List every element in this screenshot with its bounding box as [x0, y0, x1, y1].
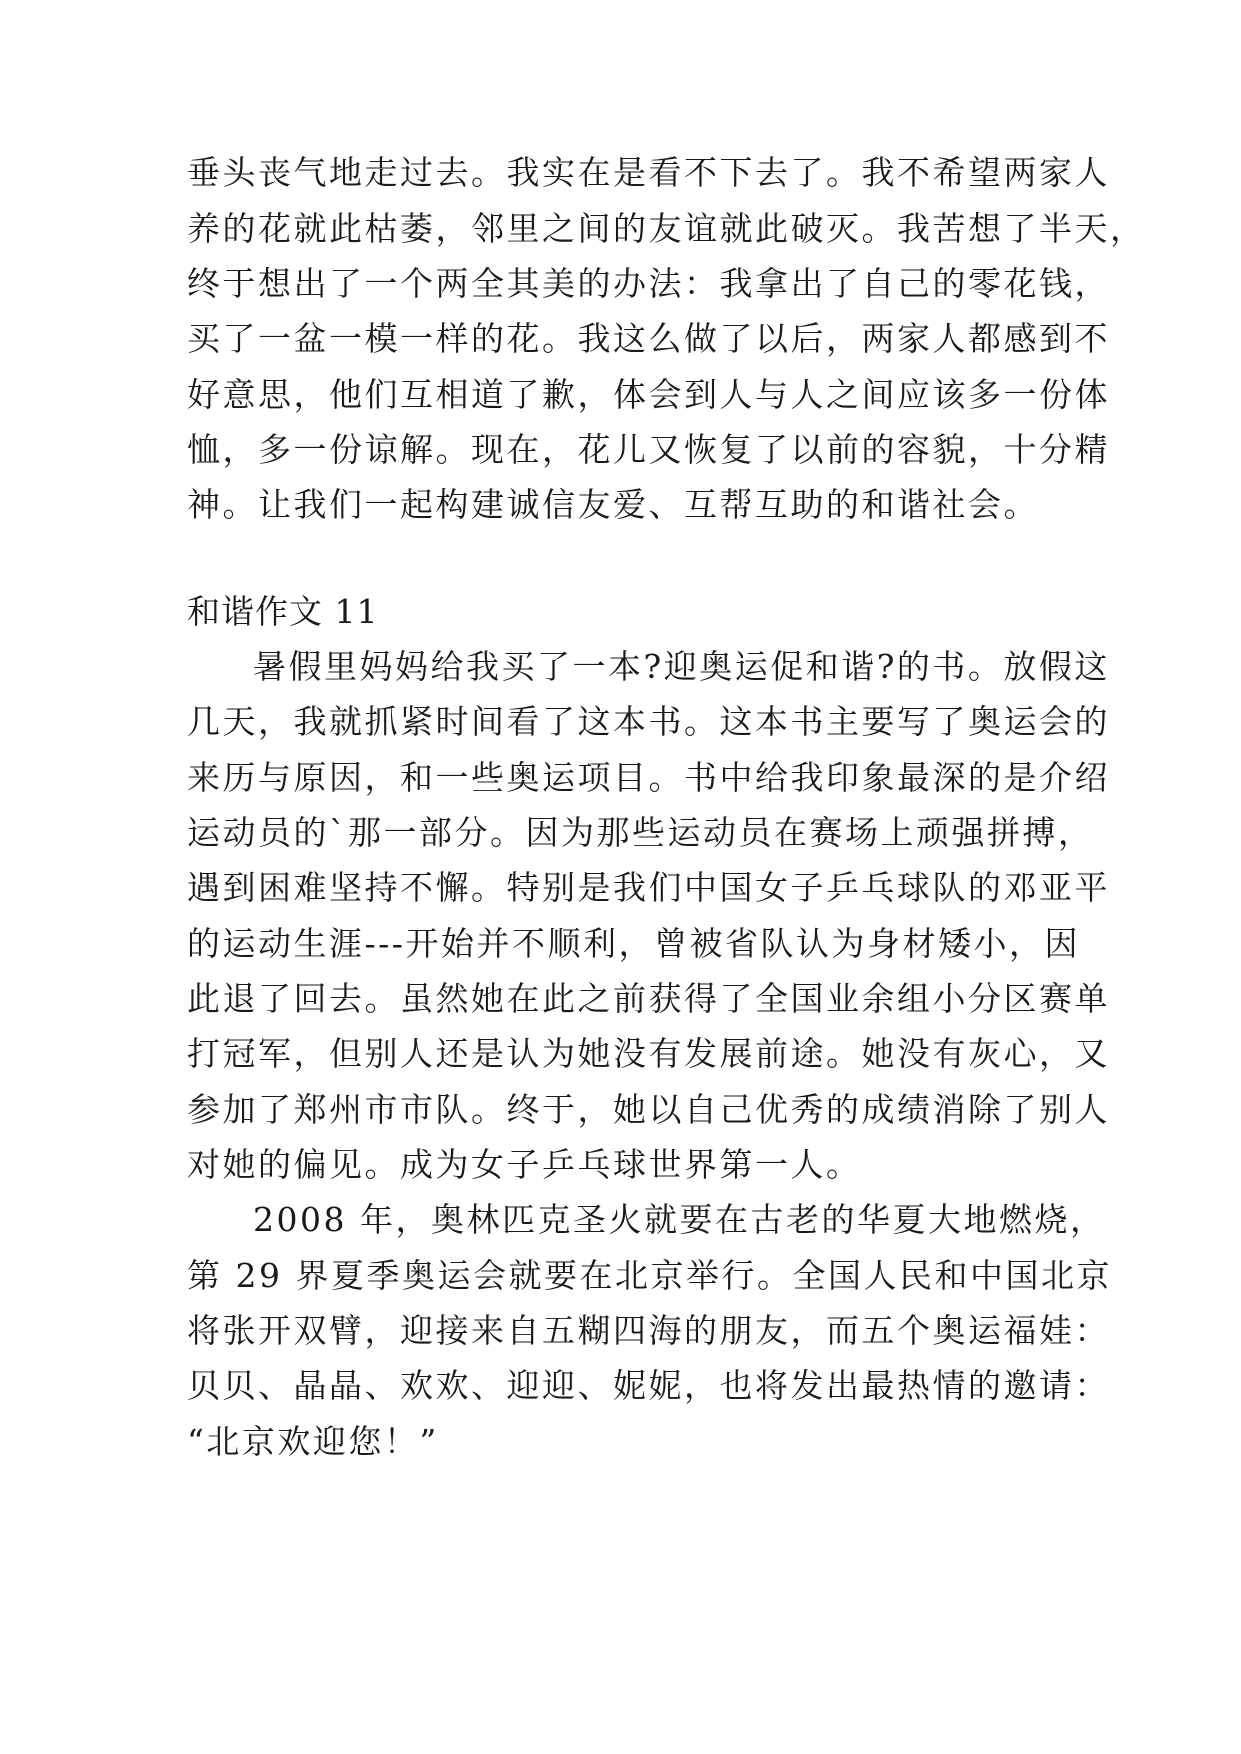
paragraph-line: 买了一盆一模一样的花。我这么做了以后，两家人都感到不 [187, 319, 1110, 358]
paragraph-line: 打冠军，但别人还是认为她没有发展前途。她没有灰心，又 [187, 1034, 1110, 1073]
paragraph-line: 好意思，他们互相道了歉，体会到人与人之间应该多一份体 [187, 375, 1110, 414]
paragraph-line: 贝贝、晶晶、欢欢、迎迎、妮妮，也将发出最热情的邀请： [187, 1366, 1110, 1405]
paragraph-line: 2008 年，奥林匹克圣火就要在古老的华夏大地燃烧， [253, 1200, 1106, 1239]
paragraph-line: “北京欢迎您！” [187, 1422, 439, 1461]
paragraph-line: 恤，多一份谅解。现在，花儿又恢复了以前的容貌，十分精 [187, 430, 1110, 469]
paragraph-line: 第 29 界夏季奥运会就要在北京举行。全国人民和中国北京 [187, 1256, 1112, 1295]
paragraph-line: 参加了郑州市市队。终于，她以自己优秀的成绩消除了别人 [187, 1090, 1110, 1129]
paragraph-line: 暑假里妈妈给我买了一本?迎奥运促和谐?的书。放假这 [253, 647, 1110, 686]
paragraph-line: 垂头丧气地走过去。我实在是看不下去了。我不希望两家人 [187, 153, 1110, 192]
paragraph-line: 遇到困难坚持不懈。特别是我们中国女子乒乓球队的邓亚平 [187, 868, 1110, 907]
paragraph-line: 运动员的`那一部分。因为那些运动员在赛场上顽强拼搏， [187, 813, 1094, 852]
paragraph-line: 对她的偏见。成为女子乒乓球世界第一人。 [187, 1145, 862, 1184]
paragraph-line: 养的花就此枯萎，邻里之间的友谊就此破灭。我苦想了半天， [187, 209, 1146, 248]
paragraph-line: 几天，我就抓紧时间看了这本书。这本书主要写了奥运会的 [187, 702, 1110, 741]
paragraph-line: 来历与原因，和一些奥运项目。书中给我印象最深的是介绍 [187, 758, 1110, 797]
paragraph-line: 的运动生涯---开始并不顺利，曾被省队认为身材矮小，因 [187, 924, 1080, 963]
paragraph-line: 终于想出了一个两全其美的办法：我拿出了自己的零花钱， [187, 264, 1110, 303]
paragraph-line: 神。让我们一起构建诚信友爱、互帮互助的和谐社会。 [187, 485, 1039, 524]
essay-heading: 和谐作文 11 [187, 592, 379, 631]
paragraph-line: 此退了回去。虽然她在此之前获得了全国业余组小分区赛单 [187, 979, 1110, 1018]
paragraph-line: 将张开双臂，迎接来自五糊四海的朋友，而五个奥运福娃： [187, 1311, 1110, 1350]
